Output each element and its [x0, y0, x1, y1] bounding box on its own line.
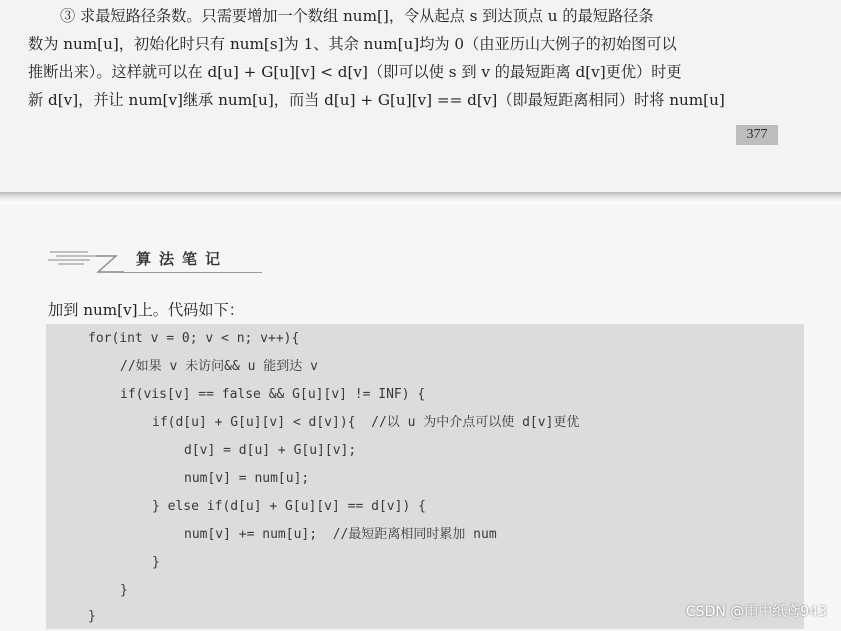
- code-line: num[v] += num[u]; //最短距离相同时累加 num: [184, 527, 497, 542]
- body-text-line: 数为 num[u]，初始化时只有 num[s]为 1、其余 num[u]均为 0（由亚历山大例子的初始图可以: [28, 35, 677, 53]
- header-underline: [118, 272, 262, 273]
- code-line: if(d[u] + G[u][v] < d[v]){ //以 u 为中介点可以使 d[v]更优: [152, 415, 580, 430]
- intro-text: 加到 num[v]上。代码如下：: [48, 301, 244, 319]
- body-text-line: 推断出来）。这样就可以在 d[u] + G[u][v] < d[v]（即可以使 s 到 v 的最短距离 d[v]更优）时更: [28, 63, 682, 81]
- body-text-line: ③ 求最短路径条数。只需要增加一个数组 num[]，令从起点 s 到达顶点 u 的最短路径条: [60, 7, 654, 25]
- code-line: d[v] = d[u] + G[u][v];: [184, 443, 357, 458]
- code-line: }: [88, 609, 96, 624]
- page-number-badge: 377: [736, 125, 778, 145]
- code-line: }: [120, 583, 128, 598]
- code-comment: //如果 v 未访问&& u 能到达 v: [120, 359, 318, 374]
- code-block: [46, 324, 804, 629]
- code-line: } else if(d[u] + G[u][v] == d[v]) {: [152, 499, 426, 514]
- book-page-377: [0, 0, 841, 192]
- csdn-watermark: CSDN @雨中纸鸢943: [685, 604, 827, 620]
- code-line: num[v] = num[u];: [184, 471, 310, 486]
- code-line: }: [152, 555, 160, 570]
- code-line: if(vis[v] == false && G[u][v] != INF) {: [120, 387, 426, 402]
- book-header-logo-icon: [46, 244, 126, 278]
- book-page-next: [0, 204, 841, 631]
- code-line: for(int v = 0; v < n; v++){: [88, 331, 300, 346]
- page-divider: [0, 192, 841, 204]
- body-text-line: 新 d[v]，并让 num[v]继承 num[u]，而当 d[u] + G[u][v] == d[v]（即最短距离相同）时将 num[u]: [28, 91, 725, 109]
- book-header-title: 算法笔记: [136, 250, 229, 268]
